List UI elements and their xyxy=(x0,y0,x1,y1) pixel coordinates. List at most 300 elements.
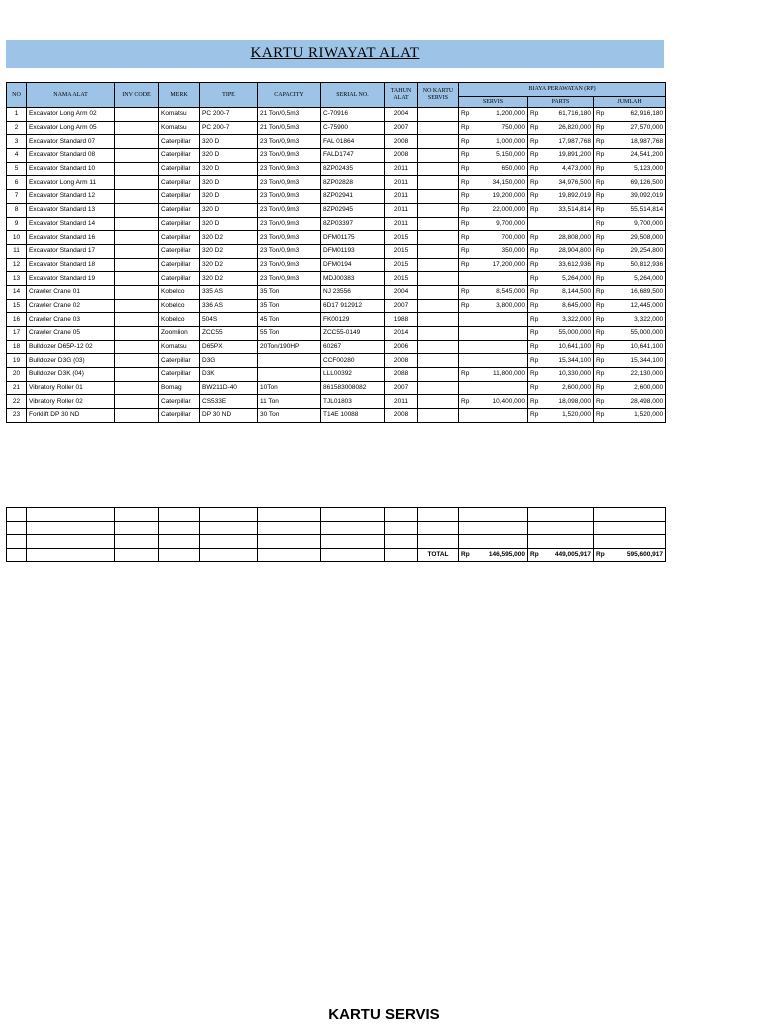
cell-merk: Kobelco xyxy=(159,299,200,313)
cell-merk: Bomag xyxy=(159,381,200,395)
cell-parts-currency xyxy=(528,217,539,231)
cell-tipe: 335 AS xyxy=(200,285,258,299)
cell-tipe: 504S xyxy=(200,313,258,327)
cell-tipe: 320 D xyxy=(200,135,258,149)
cell-tahun-alat: 2014 xyxy=(385,327,418,341)
cell-capacity: 30 Ton xyxy=(258,409,321,423)
cell-jumlah-currency: Rp xyxy=(594,258,605,272)
cell-no: 13 xyxy=(7,272,27,286)
cell-serial-no: TJL01803 xyxy=(321,395,385,409)
header-tipe: TIPE xyxy=(200,83,258,108)
cell-capacity: 23 Ton/0,9m3 xyxy=(258,176,321,190)
cell-capacity: 23 Ton/0,9m3 xyxy=(258,258,321,272)
cell-capacity: 45 Ton xyxy=(258,313,321,327)
cell-merk: Kobelco xyxy=(159,285,200,299)
cell-tahun-alat: 2004 xyxy=(385,285,418,299)
cell-servis: 11,800,000 xyxy=(470,368,528,382)
cell-jumlah-currency: Rp xyxy=(594,162,605,176)
cell-no: 15 xyxy=(7,299,27,313)
cell-parts-currency: Rp xyxy=(528,149,539,163)
cell-merk: Zoomlion xyxy=(159,327,200,341)
cell-no-kartu-servis xyxy=(418,409,459,423)
cell-no-kartu-servis xyxy=(418,285,459,299)
cell-serial-no: C-75900 xyxy=(321,121,385,135)
cell-tipe: D65PX xyxy=(200,340,258,354)
cell-parts-currency: Rp xyxy=(528,108,539,122)
cell-jumlah: 62,916,180 xyxy=(605,108,666,122)
cell-serial-no: FAL 01864 xyxy=(321,135,385,149)
cell-jumlah: 16,689,500 xyxy=(605,285,666,299)
cell-merk: Caterpillar xyxy=(159,149,200,163)
cell-capacity: 23 Ton/0,9m3 xyxy=(258,162,321,176)
cell-merk: Caterpillar xyxy=(159,135,200,149)
cell-inv-code xyxy=(115,272,159,286)
cell-jumlah: 5,264,000 xyxy=(605,272,666,286)
cell-jumlah: 10,641,100 xyxy=(605,340,666,354)
cell-tahun-alat: 2015 xyxy=(385,231,418,245)
cell-servis: 17,200,000 xyxy=(470,258,528,272)
table-row xyxy=(7,244,666,258)
cell-no-kartu-servis xyxy=(418,258,459,272)
cell-servis-currency: Rp xyxy=(459,121,470,135)
cell-jumlah: 28,498,000 xyxy=(605,395,666,409)
cell-inv-code xyxy=(115,108,159,122)
cell-parts: 10,330,000 xyxy=(539,368,594,382)
table-row xyxy=(7,258,666,272)
cell-jumlah-currency: Rp xyxy=(594,135,605,149)
table-row xyxy=(7,395,666,409)
cell-merk: Caterpillar xyxy=(159,395,200,409)
cell-parts: 15,344,100 xyxy=(539,354,594,368)
cell-tahun-alat: 2004 xyxy=(385,108,418,122)
cell-no-kartu-servis xyxy=(418,327,459,341)
cell-jumlah-currency: Rp xyxy=(594,381,605,395)
table-row xyxy=(7,272,666,286)
header-jumlah: JUMLAH xyxy=(594,97,666,108)
cell-parts: 33,612,936 xyxy=(539,258,594,272)
cell-merk: Komatsu xyxy=(159,108,200,122)
cell-tahun-alat: 2015 xyxy=(385,272,418,286)
cell-tahun-alat: 1988 xyxy=(385,313,418,327)
cell-servis-currency: Rp xyxy=(459,231,470,245)
table-row xyxy=(7,203,666,217)
cell-no: 16 xyxy=(7,313,27,327)
cell-tipe: DP 30 ND xyxy=(200,409,258,423)
cell-no-kartu-servis xyxy=(418,381,459,395)
cell-jumlah-currency: Rp xyxy=(594,149,605,163)
cell-serial-no: MDJ00383 xyxy=(321,272,385,286)
header-nama-alat: NAMA ALAT xyxy=(27,83,115,108)
cell-no-kartu-servis xyxy=(418,203,459,217)
cell-inv-code xyxy=(115,244,159,258)
cell-serial-no: 8ZP02435 xyxy=(321,162,385,176)
cell-jumlah: 2,600,000 xyxy=(605,381,666,395)
table-row xyxy=(7,299,666,313)
cell-tahun-alat: 2015 xyxy=(385,244,418,258)
cell-servis: 5,150,000 xyxy=(470,149,528,163)
cell-jumlah: 24,541,200 xyxy=(605,149,666,163)
cell-parts-currency: Rp xyxy=(528,190,539,204)
cell-servis: 1,200,000 xyxy=(470,108,528,122)
cell-jumlah-currency: Rp xyxy=(594,354,605,368)
cell-jumlah: 15,344,100 xyxy=(605,354,666,368)
cell-no: 20 xyxy=(7,368,27,382)
cell-jumlah: 55,000,000 xyxy=(605,327,666,341)
cell-no: 22 xyxy=(7,395,27,409)
cell-capacity: 20Ton/190HP xyxy=(258,340,321,354)
cell-no-kartu-servis xyxy=(418,217,459,231)
cell-no: 3 xyxy=(7,135,27,149)
cell-nama-alat: Bulldozer D3G (03) xyxy=(27,354,115,368)
cell-merk: Caterpillar xyxy=(159,272,200,286)
cell-jumlah-currency: Rp xyxy=(594,313,605,327)
cell-jumlah-currency: Rp xyxy=(594,108,605,122)
cell-inv-code xyxy=(115,162,159,176)
header-inv-code: INV CODE xyxy=(115,83,159,108)
table-row xyxy=(7,285,666,299)
cell-nama-alat: Excavator Standard 19 xyxy=(27,272,115,286)
total-jumlah: 595,600,917 xyxy=(605,548,666,562)
cell-merk: Caterpillar xyxy=(159,217,200,231)
cell-servis-currency: Rp xyxy=(459,162,470,176)
cell-nama-alat: Excavator Standard 16 xyxy=(27,231,115,245)
footer-title: KARTU SERVIS xyxy=(328,1006,440,1023)
cell-jumlah: 9,700,000 xyxy=(605,217,666,231)
cell-serial-no: T14E 10088 xyxy=(321,409,385,423)
cell-nama-alat: Excavator Standard 18 xyxy=(27,258,115,272)
cell-serial-no: ZCC55-0149 xyxy=(321,327,385,341)
cell-inv-code xyxy=(115,409,159,423)
cell-nama-alat: Crawler Crane 02 xyxy=(27,299,115,313)
cell-no: 23 xyxy=(7,409,27,423)
cell-parts-currency: Rp xyxy=(528,258,539,272)
cell-jumlah-currency: Rp xyxy=(594,244,605,258)
cell-jumlah-currency: Rp xyxy=(594,272,605,286)
cell-jumlah-currency: Rp xyxy=(594,231,605,245)
cell-tipe: 320 D xyxy=(200,162,258,176)
cell-jumlah: 3,322,000 xyxy=(605,313,666,327)
table-row xyxy=(7,231,666,245)
cell-servis-currency xyxy=(459,340,470,354)
cell-no: 17 xyxy=(7,327,27,341)
cell-servis: 34,150,000 xyxy=(470,176,528,190)
cell-capacity: 23 Ton/0,9m3 xyxy=(258,135,321,149)
cell-serial-no: 6D17 912912 xyxy=(321,299,385,313)
total-parts: 449,005,917 xyxy=(539,548,594,562)
cell-no: 12 xyxy=(7,258,27,272)
cell-jumlah-currency: Rp xyxy=(594,299,605,313)
cell-parts-currency: Rp xyxy=(528,327,539,341)
cell-tipe: 320 D xyxy=(200,217,258,231)
cell-no-kartu-servis xyxy=(418,135,459,149)
cell-jumlah: 5,123,000 xyxy=(605,162,666,176)
cell-servis-currency: Rp xyxy=(459,217,470,231)
header-biaya-perawatan: BIAYA PERAWATAN (RP) xyxy=(459,83,666,97)
cell-parts: 19,892,019 xyxy=(539,190,594,204)
cell-tipe: 320 D2 xyxy=(200,244,258,258)
table-body xyxy=(7,108,666,423)
total-label: TOTAL xyxy=(418,548,459,562)
cell-servis-currency: Rp xyxy=(459,135,470,149)
cell-capacity: 10Ton xyxy=(258,381,321,395)
table-row xyxy=(7,135,666,149)
cell-servis xyxy=(470,340,528,354)
cell-parts: 17,987,768 xyxy=(539,135,594,149)
cell-jumlah: 29,508,000 xyxy=(605,231,666,245)
cell-inv-code xyxy=(115,190,159,204)
cell-no-kartu-servis xyxy=(418,354,459,368)
cell-parts: 19,891,200 xyxy=(539,149,594,163)
cell-no: 7 xyxy=(7,190,27,204)
cell-nama-alat: Vibratory Roller 01 xyxy=(27,381,115,395)
cell-inv-code xyxy=(115,327,159,341)
cell-parts: 1,520,000 xyxy=(539,409,594,423)
cell-capacity xyxy=(258,368,321,382)
table-row xyxy=(7,121,666,135)
cell-parts: 28,808,000 xyxy=(539,231,594,245)
blank-row xyxy=(7,508,666,522)
cell-jumlah: 12,445,000 xyxy=(605,299,666,313)
table-row xyxy=(7,368,666,382)
cell-inv-code xyxy=(115,217,159,231)
cell-inv-code xyxy=(115,381,159,395)
table-row xyxy=(7,190,666,204)
cell-inv-code xyxy=(115,176,159,190)
cell-servis-currency: Rp xyxy=(459,108,470,122)
cell-parts-currency: Rp xyxy=(528,176,539,190)
cell-servis xyxy=(470,409,528,423)
cell-parts: 2,600,000 xyxy=(539,381,594,395)
cell-parts: 61,716,180 xyxy=(539,108,594,122)
header-no: NO xyxy=(7,83,27,108)
cell-parts-currency: Rp xyxy=(528,231,539,245)
table-row xyxy=(7,176,666,190)
cell-no: 5 xyxy=(7,162,27,176)
cell-jumlah: 55,514,814 xyxy=(605,203,666,217)
cell-parts: 18,098,000 xyxy=(539,395,594,409)
cell-servis-currency: Rp xyxy=(459,285,470,299)
cell-inv-code xyxy=(115,285,159,299)
cell-nama-alat: Excavator Long Arm 11 xyxy=(27,176,115,190)
cell-servis-currency: Rp xyxy=(459,190,470,204)
cell-capacity: 35 Ton xyxy=(258,299,321,313)
cell-nama-alat: Forklift DP 30 ND xyxy=(27,409,115,423)
table-row xyxy=(7,340,666,354)
cell-servis xyxy=(470,313,528,327)
cell-merk: Caterpillar xyxy=(159,203,200,217)
cell-parts: 33,514,814 xyxy=(539,203,594,217)
cell-no: 11 xyxy=(7,244,27,258)
cell-tipe: D3G xyxy=(200,354,258,368)
total-servis: 146,595,000 xyxy=(470,548,528,562)
cell-jumlah-currency: Rp xyxy=(594,340,605,354)
header-tahun-alat: TAHUN ALAT xyxy=(385,83,418,108)
cell-jumlah-currency: Rp xyxy=(594,190,605,204)
cell-serial-no: FK00129 xyxy=(321,313,385,327)
cell-nama-alat: Excavator Long Arm 02 xyxy=(27,108,115,122)
cell-jumlah: 50,812,936 xyxy=(605,258,666,272)
total-parts-currency: Rp xyxy=(528,548,539,562)
cell-parts-currency: Rp xyxy=(528,285,539,299)
cell-tahun-alat: 2011 xyxy=(385,203,418,217)
cell-no: 2 xyxy=(7,121,27,135)
cell-nama-alat: Excavator Standard 14 xyxy=(27,217,115,231)
cell-parts-currency: Rp xyxy=(528,299,539,313)
cell-servis-currency: Rp xyxy=(459,299,470,313)
cell-merk: Kobelco xyxy=(159,313,200,327)
cell-tipe: 320 D xyxy=(200,190,258,204)
cell-parts-currency: Rp xyxy=(528,313,539,327)
cell-tahun-alat: 2008 xyxy=(385,354,418,368)
cell-servis: 10,400,000 xyxy=(470,395,528,409)
cell-serial-no: 8ZP02941 xyxy=(321,190,385,204)
header-serial-no: SERIAL NO. xyxy=(321,83,385,108)
cell-no-kartu-servis xyxy=(418,121,459,135)
cell-servis-currency: Rp xyxy=(459,258,470,272)
cell-parts-currency: Rp xyxy=(528,409,539,423)
blank-row xyxy=(7,521,666,535)
cell-serial-no: DFM01175 xyxy=(321,231,385,245)
cell-servis-currency: Rp xyxy=(459,149,470,163)
cell-servis-currency: Rp xyxy=(459,203,470,217)
header-servis: SERVIS xyxy=(459,97,528,108)
cell-jumlah-currency: Rp xyxy=(594,409,605,423)
cell-servis-currency: Rp xyxy=(459,176,470,190)
cell-servis: 700,000 xyxy=(470,231,528,245)
cell-serial-no: NJ 23556 xyxy=(321,285,385,299)
cell-servis xyxy=(470,327,528,341)
cell-capacity: 23 Ton/0,9m3 xyxy=(258,149,321,163)
cell-parts-currency: Rp xyxy=(528,135,539,149)
cell-nama-alat: Vibratory Roller 02 xyxy=(27,395,115,409)
cell-parts: 4,473,000 xyxy=(539,162,594,176)
table-row xyxy=(7,108,666,122)
cell-no-kartu-servis xyxy=(418,176,459,190)
cell-servis: 750,000 xyxy=(470,121,528,135)
header-no-kartu-servis: NO KARTU SERVIS xyxy=(418,83,459,108)
cell-jumlah-currency: Rp xyxy=(594,217,605,231)
cell-tahun-alat: 2007 xyxy=(385,381,418,395)
cell-tahun-alat: 2011 xyxy=(385,190,418,204)
table-row xyxy=(7,381,666,395)
cell-serial-no: 8ZP03397 xyxy=(321,217,385,231)
cell-nama-alat: Crawler Crane 01 xyxy=(27,285,115,299)
cell-nama-alat: Excavator Standard 08 xyxy=(27,149,115,163)
cell-merk: Caterpillar xyxy=(159,190,200,204)
cell-merk: Caterpillar xyxy=(159,244,200,258)
cell-parts-currency: Rp xyxy=(528,340,539,354)
cell-no: 19 xyxy=(7,354,27,368)
cell-tahun-alat: 2007 xyxy=(385,299,418,313)
table-row xyxy=(7,149,666,163)
cell-capacity: 23 Ton/0,9m3 xyxy=(258,203,321,217)
cell-servis-currency xyxy=(459,354,470,368)
cell-tahun-alat: 2088 xyxy=(385,368,418,382)
cell-servis: 22,000,000 xyxy=(470,203,528,217)
table-row xyxy=(7,313,666,327)
cell-no-kartu-servis xyxy=(418,244,459,258)
cell-capacity: 11 Ton xyxy=(258,395,321,409)
cell-capacity: 23 Ton/0,9m3 xyxy=(258,231,321,245)
cell-parts: 3,322,000 xyxy=(539,313,594,327)
cell-serial-no: 60267 xyxy=(321,340,385,354)
cell-capacity: 55 Ton xyxy=(258,327,321,341)
cell-tipe: ZCC55 xyxy=(200,327,258,341)
cell-merk: Caterpillar xyxy=(159,162,200,176)
title-bar xyxy=(6,40,664,68)
cell-nama-alat: Excavator Standard 17 xyxy=(27,244,115,258)
cell-no-kartu-servis xyxy=(418,162,459,176)
cell-parts: 26,820,000 xyxy=(539,121,594,135)
cell-capacity xyxy=(258,354,321,368)
cell-no-kartu-servis xyxy=(418,272,459,286)
total-jumlah-currency: Rp xyxy=(594,548,605,562)
cell-no-kartu-servis xyxy=(418,231,459,245)
cell-merk: Komatsu xyxy=(159,121,200,135)
cell-parts: 8,144,500 xyxy=(539,285,594,299)
cell-parts: 28,904,800 xyxy=(539,244,594,258)
cell-servis: 650,000 xyxy=(470,162,528,176)
cell-serial-no: 8ZP02945 xyxy=(321,203,385,217)
cell-serial-no: 861583008082 xyxy=(321,381,385,395)
cell-nama-alat: Bulldozer D3K (04) xyxy=(27,368,115,382)
cell-serial-no: LLL00392 xyxy=(321,368,385,382)
cell-jumlah-currency: Rp xyxy=(594,395,605,409)
cell-merk: Caterpillar xyxy=(159,231,200,245)
cell-capacity: 23 Ton/0,9m3 xyxy=(258,217,321,231)
cell-no-kartu-servis xyxy=(418,149,459,163)
cell-tahun-alat: 2011 xyxy=(385,395,418,409)
cell-inv-code xyxy=(115,149,159,163)
cell-tahun-alat: 2006 xyxy=(385,340,418,354)
table-row xyxy=(7,162,666,176)
cell-jumlah: 39,092,019 xyxy=(605,190,666,204)
table-row xyxy=(7,327,666,341)
cell-capacity: 23 Ton/0,9m3 xyxy=(258,190,321,204)
cell-serial-no: DFM0194 xyxy=(321,258,385,272)
cell-tahun-alat: 2008 xyxy=(385,149,418,163)
cell-parts-currency: Rp xyxy=(528,203,539,217)
cell-serial-no: CCF00280 xyxy=(321,354,385,368)
cell-jumlah-currency: Rp xyxy=(594,203,605,217)
cell-jumlah: 22,130,000 xyxy=(605,368,666,382)
cell-jumlah-currency: Rp xyxy=(594,285,605,299)
cell-inv-code xyxy=(115,231,159,245)
cell-nama-alat: Excavator Standard 12 xyxy=(27,190,115,204)
cell-tahun-alat: 2011 xyxy=(385,162,418,176)
table-row xyxy=(7,409,666,423)
cell-tipe: 320 D2 xyxy=(200,231,258,245)
cell-jumlah: 27,570,000 xyxy=(605,121,666,135)
cell-servis-currency xyxy=(459,409,470,423)
cell-jumlah: 69,126,500 xyxy=(605,176,666,190)
cell-servis-currency xyxy=(459,381,470,395)
cell-tipe: PC 200-7 xyxy=(200,108,258,122)
cell-capacity: 21 Ton/0,5m3 xyxy=(258,108,321,122)
header-merk: MERK xyxy=(159,83,200,108)
cell-nama-alat: Bulldozer D65P-12 02 xyxy=(27,340,115,354)
table-row xyxy=(7,354,666,368)
cell-tipe: PC 200-7 xyxy=(200,121,258,135)
header-capacity: CAPACITY xyxy=(258,83,321,108)
cell-servis: 19,200,000 xyxy=(470,190,528,204)
cell-inv-code xyxy=(115,121,159,135)
cell-tahun-alat: 2015 xyxy=(385,258,418,272)
cell-parts-currency: Rp xyxy=(528,354,539,368)
cell-tipe: 320 D2 xyxy=(200,272,258,286)
cell-tahun-alat: 2007 xyxy=(385,121,418,135)
cell-servis-currency: Rp xyxy=(459,395,470,409)
